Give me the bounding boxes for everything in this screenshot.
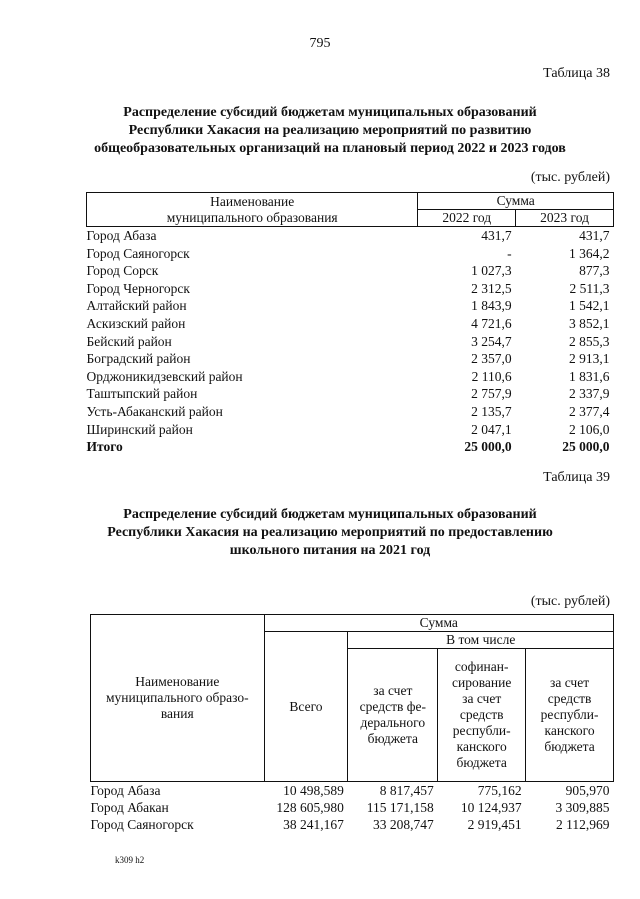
row-2023: 2 106,0 — [569, 421, 610, 437]
row-name: Бейский район — [86, 333, 172, 349]
row-republican: 905,970 — [565, 783, 610, 798]
table-row — [87, 350, 614, 368]
header-sum: Сумма — [264, 615, 613, 632]
total-name: Итого — [86, 439, 123, 455]
header-line: софинан- — [454, 659, 509, 674]
row-cofinancing: 2 919,451 — [467, 817, 522, 832]
row-2023: 2 511,3 — [569, 280, 610, 296]
header-line: за счет — [373, 683, 413, 698]
table-row — [91, 782, 614, 800]
header-line: средств — [547, 691, 592, 706]
header-line: за счет — [550, 675, 590, 690]
table-39 — [90, 614, 614, 833]
title-line: Республики Хакасия на реализацию мероприятий по развитию — [128, 123, 532, 138]
row-republican: 3 309,885 — [555, 800, 610, 815]
header-line: средств — [459, 707, 504, 722]
table-row — [87, 262, 614, 280]
header-name-line: муниципального образования — [166, 209, 338, 225]
header-line: бюджета — [456, 755, 507, 770]
header-line: бюджета — [544, 739, 595, 754]
header-line: канского — [456, 739, 507, 754]
table-row — [87, 280, 614, 298]
page-number: 795 — [309, 36, 331, 51]
table-38-title — [60, 104, 600, 158]
row-total: 128 605,980 — [276, 800, 344, 815]
row-name: Город Абаза — [90, 783, 161, 798]
header-including: В том числе — [348, 632, 614, 649]
row-name: Город Саяногорск — [86, 245, 190, 261]
header-year-2023: 2023 год — [516, 210, 614, 227]
row-federal: 33 208,747 — [373, 817, 434, 832]
header-year-2022: 2022 год — [418, 210, 516, 227]
row-name: Усть-Абаканский район — [86, 403, 223, 419]
title-line: общеобразовательных организаций на плановый период 2022 и 2023 годов — [94, 141, 566, 156]
row-2022: 2 312,5 — [471, 280, 512, 296]
row-2023: 877,3 — [579, 263, 610, 279]
header-name — [91, 615, 265, 782]
row-name: Орджоникидзевский район — [86, 368, 243, 384]
row-2022: 3 254,7 — [471, 333, 512, 349]
row-2023: 3 852,1 — [569, 315, 610, 331]
row-cofinancing: 775,162 — [477, 783, 522, 798]
header-sum: Сумма — [418, 193, 614, 210]
row-2023: 431,7 — [579, 228, 610, 243]
row-federal: 8 817,457 — [379, 783, 434, 798]
footer-code: k309 h2 — [115, 855, 145, 865]
row-2023: 2 337,9 — [569, 386, 610, 402]
table-row — [87, 368, 614, 386]
header-line: республи- — [540, 707, 599, 722]
header-name-line: муниципального образо- — [105, 690, 249, 705]
row-2022: 2 110,6 — [471, 368, 512, 384]
row-2023: 2 377,4 — [569, 403, 610, 419]
header-republican — [526, 649, 614, 782]
title-line: школьного питания на 2021 год — [229, 543, 431, 558]
header-line: бюджета — [367, 731, 418, 746]
row-name: Ширинский район — [86, 421, 193, 437]
row-2022: 1 027,3 — [471, 263, 512, 279]
table-38-units: (тыс. рублей) — [530, 170, 610, 185]
header-line: за счет — [462, 691, 502, 706]
header-line: республи- — [452, 723, 511, 738]
row-name: Аскизский район — [86, 315, 186, 331]
row-2022: 431,7 — [481, 228, 512, 243]
row-total: 10 498,589 — [283, 783, 344, 798]
table-row — [91, 816, 614, 833]
table-row — [87, 315, 614, 333]
row-name: Город Черногорск — [86, 280, 190, 296]
header-name-line: Наименование — [135, 674, 220, 689]
row-2023: 1 831,6 — [569, 368, 610, 384]
total-row — [87, 438, 614, 456]
row-name: Город Саяногорск — [90, 817, 194, 832]
row-2022: 2 357,0 — [471, 351, 512, 367]
table-row — [87, 297, 614, 315]
header-line: сирование — [452, 675, 512, 690]
title-line: Республики Хакасия на реализацию мероприятий по предоставлению — [107, 525, 553, 540]
row-2023: 1 364,2 — [569, 245, 610, 261]
table-39-label: Таблица 39 — [543, 470, 610, 485]
header-line: канского — [544, 723, 595, 738]
table-39-title — [60, 506, 600, 560]
row-2022: - — [507, 245, 512, 261]
row-republican: 2 112,969 — [556, 817, 610, 832]
table-row — [87, 403, 614, 421]
row-name: Город Абакан — [90, 800, 169, 815]
total-2022: 25 000,0 — [464, 439, 512, 455]
table-row — [87, 333, 614, 351]
row-federal: 115 171,158 — [366, 800, 434, 815]
row-name: Боградский район — [86, 351, 191, 367]
header-line: средств фе- — [359, 699, 426, 714]
header-line: дерального — [360, 715, 426, 730]
row-name: Алтайский район — [86, 298, 187, 314]
row-2022: 2 757,9 — [471, 386, 512, 402]
table-38-label: Таблица 38 — [543, 66, 610, 81]
row-total: 38 241,167 — [283, 817, 344, 832]
title-line: Распределение субсидий бюджетам муниципальных образований — [123, 105, 537, 120]
row-2022: 2 135,7 — [471, 403, 512, 419]
row-name: Таштыпский район — [86, 386, 198, 402]
header-total: Всего — [264, 632, 348, 782]
table-38 — [86, 192, 614, 456]
row-2023: 2 913,1 — [569, 351, 610, 367]
row-2022: 2 047,1 — [471, 421, 512, 437]
title-line: Распределение субсидий бюджетам муниципальных образований — [123, 507, 537, 522]
table-row — [91, 799, 614, 816]
table-39-units: (тыс. рублей) — [530, 594, 610, 609]
row-2022: 1 843,9 — [471, 298, 512, 314]
header-cofinancing — [438, 649, 526, 782]
table-row — [87, 421, 614, 439]
header-name-line: Наименование — [210, 193, 295, 209]
header-name — [87, 193, 418, 227]
row-name: Город Абаза — [86, 228, 157, 243]
row-2022: 4 721,6 — [471, 315, 512, 331]
total-2023: 25 000,0 — [562, 439, 610, 455]
row-name: Город Сорск — [86, 263, 159, 279]
row-cofinancing: 10 124,937 — [460, 800, 522, 815]
row-2023: 2 855,3 — [569, 333, 610, 349]
header-federal — [348, 649, 438, 782]
table-row — [87, 227, 614, 245]
row-2023: 1 542,1 — [569, 298, 610, 314]
table-row — [87, 385, 614, 403]
header-name-line: вания — [160, 706, 194, 721]
table-row — [87, 245, 614, 263]
